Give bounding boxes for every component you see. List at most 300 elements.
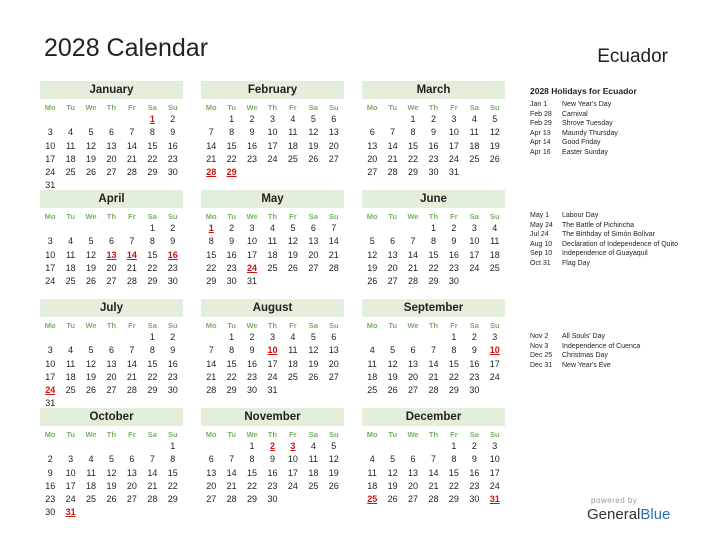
day: 9	[249, 127, 255, 138]
month-header: April	[40, 190, 183, 208]
weekday-label: Su	[328, 430, 339, 439]
weekday-label: Sa	[469, 321, 479, 330]
day: 20	[308, 249, 319, 260]
day: 19	[86, 371, 97, 382]
month-grid	[362, 429, 505, 506]
day: 23	[247, 371, 258, 382]
day: 13	[367, 140, 378, 151]
day: 21	[206, 371, 217, 382]
weekday-label: Th	[106, 321, 117, 330]
holiday-row	[530, 119, 702, 129]
month-header: November	[201, 408, 344, 426]
day: 30	[428, 167, 439, 178]
day: 3	[47, 236, 53, 247]
weekday-label: Sa	[147, 321, 157, 330]
day: 13	[206, 467, 217, 478]
empty-day	[423, 331, 443, 344]
weekday-label: We	[85, 430, 97, 439]
day: 22	[147, 262, 158, 273]
holiday-name: All Souls' Day	[562, 333, 605, 340]
holiday-name: New Year's Eve	[562, 361, 611, 369]
page-title: 2028 Calendar	[44, 34, 209, 62]
holiday-day: 16	[167, 249, 178, 260]
empty-day	[81, 440, 101, 453]
day: 5	[88, 236, 94, 247]
month-september	[362, 299, 505, 397]
day: 15	[206, 249, 217, 260]
empty-day	[101, 440, 121, 453]
day: 29	[428, 276, 439, 287]
day: 15	[428, 249, 439, 260]
day: 16	[226, 249, 237, 260]
month-grid	[201, 429, 344, 506]
day: 12	[489, 127, 500, 138]
day: 24	[469, 262, 480, 273]
day: 10	[45, 249, 56, 260]
day: 1	[170, 441, 176, 451]
month-header: February	[201, 81, 344, 99]
day: 6	[310, 223, 316, 233]
day: 28	[328, 262, 339, 273]
weekday-label: Fr	[289, 212, 297, 221]
empty-day	[81, 222, 101, 235]
day: 28	[126, 276, 137, 287]
month-february	[201, 81, 344, 179]
weekday-label: Tu	[388, 103, 397, 112]
day: 14	[147, 467, 158, 478]
day: 22	[448, 371, 459, 382]
holiday-row	[530, 240, 702, 250]
weekday-label: Tu	[66, 212, 75, 221]
weekday-label: Su	[328, 103, 339, 112]
weekday-label: Mo	[205, 430, 217, 439]
day: 6	[390, 236, 396, 247]
holiday-name: Flag Day	[562, 259, 591, 267]
weekday-label: Sa	[469, 212, 479, 221]
day: 5	[369, 236, 375, 247]
holiday-date: Apr 16	[530, 148, 551, 156]
holiday-day: 1	[149, 114, 155, 124]
day: 15	[167, 467, 178, 478]
day: 16	[469, 467, 480, 478]
month-grid	[201, 320, 344, 397]
day: 25	[469, 153, 480, 164]
day: 28	[206, 385, 217, 396]
day: 27	[206, 494, 217, 505]
day: 15	[448, 358, 459, 369]
day: 26	[308, 371, 319, 382]
holiday-date: Apr 14	[530, 139, 551, 146]
day: 26	[328, 480, 339, 491]
holiday-day: 31	[65, 507, 76, 518]
day: 11	[469, 127, 479, 138]
empty-day	[382, 440, 402, 453]
weekday-label: Tu	[66, 103, 75, 112]
empty-day	[382, 113, 402, 126]
day: 28	[147, 494, 158, 505]
weekday-label: Fr	[128, 212, 136, 221]
month-header: October	[40, 408, 183, 426]
holiday-day: 24	[247, 262, 258, 273]
day: 4	[369, 345, 375, 356]
day: 24	[45, 167, 56, 178]
day: 17	[45, 262, 56, 273]
day: 31	[448, 167, 459, 178]
day: 2	[471, 332, 477, 342]
day: 11	[490, 236, 500, 247]
day: 7	[129, 127, 135, 138]
weekday-label: Tu	[66, 430, 75, 439]
weekday-label: We	[85, 321, 97, 330]
day: 11	[86, 467, 96, 478]
holiday-row	[530, 361, 702, 371]
day: 25	[489, 262, 500, 273]
weekday-label: Fr	[128, 321, 136, 330]
day: 30	[469, 385, 480, 396]
day: 12	[328, 454, 339, 465]
day: 16	[267, 467, 278, 478]
day: 4	[290, 114, 296, 124]
day: 11	[288, 127, 298, 138]
day: 23	[167, 262, 178, 273]
holiday-day: 1	[208, 223, 214, 233]
day: 18	[65, 262, 76, 273]
day: 14	[206, 358, 217, 369]
day: 20	[367, 153, 378, 164]
day: 25	[65, 276, 76, 287]
weekday-label: Fr	[128, 103, 136, 112]
day: 13	[408, 467, 419, 478]
day: 27	[106, 276, 117, 287]
day: 21	[226, 480, 237, 491]
day: 14	[408, 249, 419, 260]
month-grid	[40, 211, 183, 288]
day: 29	[448, 385, 459, 396]
day: 31	[45, 398, 56, 409]
weekday-label: Sa	[147, 103, 157, 112]
day: 10	[469, 236, 480, 247]
day: 5	[331, 441, 337, 451]
weekday-label: Mo	[44, 430, 56, 439]
holiday-date: Oct 31	[530, 259, 551, 267]
day: 18	[65, 371, 76, 382]
weekday-label: Th	[428, 212, 439, 221]
day: 27	[367, 167, 378, 178]
month-header: May	[201, 190, 344, 208]
day: 8	[430, 236, 436, 247]
day: 19	[387, 371, 398, 382]
day: 2	[170, 114, 176, 124]
weekday-label: Su	[489, 212, 500, 221]
empty-day	[60, 222, 80, 235]
day: 6	[129, 454, 135, 465]
day: 3	[269, 332, 275, 342]
holiday-date: Feb 28	[530, 110, 552, 118]
empty-day	[60, 331, 80, 344]
weekday-label: Tu	[227, 321, 236, 330]
day: 8	[451, 345, 457, 356]
day: 12	[106, 467, 117, 478]
holiday-row	[530, 110, 702, 120]
day: 13	[408, 358, 419, 369]
month-grid	[201, 211, 344, 288]
day: 4	[290, 332, 296, 342]
day: 18	[86, 480, 97, 491]
day: 15	[147, 249, 158, 260]
weekday-label: Th	[267, 430, 278, 439]
weekday-label: We	[407, 103, 419, 112]
holiday-row	[530, 148, 702, 158]
day: 2	[471, 441, 477, 451]
day: 4	[68, 236, 74, 247]
empty-day	[101, 113, 121, 126]
day: 2	[249, 114, 255, 124]
weekday-label: Sa	[469, 103, 479, 112]
month-december	[362, 408, 505, 506]
day: 9	[430, 127, 436, 138]
country-name: Ecuador	[597, 46, 668, 67]
weekday-label: Fr	[289, 321, 297, 330]
day: 6	[331, 332, 337, 342]
day: 29	[147, 385, 158, 396]
day: 28	[428, 494, 439, 505]
weekday-label: Mo	[366, 321, 378, 330]
day: 25	[308, 480, 319, 491]
empty-day	[81, 113, 101, 126]
month-april	[40, 190, 183, 288]
day: 7	[229, 454, 235, 465]
day: 13	[328, 345, 339, 356]
holiday-row	[530, 332, 702, 342]
empty-day	[40, 331, 60, 344]
holiday-date: Sep 10	[530, 250, 553, 257]
day: 16	[247, 140, 258, 151]
day: 8	[229, 345, 235, 356]
day: 1	[451, 441, 457, 451]
holiday-day: 25	[367, 494, 378, 505]
month-grid	[40, 102, 183, 193]
day: 2	[430, 114, 436, 124]
day: 19	[489, 140, 500, 151]
day: 12	[308, 127, 319, 138]
holiday-date: Apr 13	[530, 129, 551, 137]
day: 17	[469, 249, 480, 260]
day: 8	[149, 236, 155, 247]
day: 27	[106, 385, 117, 396]
day: 23	[428, 153, 439, 164]
day: 12	[387, 358, 398, 369]
empty-day	[81, 331, 101, 344]
day: 22	[428, 262, 439, 273]
holiday-list-group-3	[530, 332, 702, 370]
day: 23	[448, 262, 459, 273]
day: 20	[328, 140, 339, 151]
day: 23	[167, 153, 178, 164]
day: 7	[430, 454, 436, 465]
month-grid	[40, 320, 183, 411]
day: 1	[149, 332, 155, 342]
day: 19	[86, 262, 97, 273]
day: 9	[471, 454, 477, 465]
day: 30	[469, 494, 480, 505]
holiday-day: 13	[106, 249, 117, 260]
weekday-label: Mo	[44, 321, 56, 330]
day: 22	[206, 262, 217, 273]
weekday-label: Fr	[289, 103, 297, 112]
day: 18	[267, 249, 278, 260]
day: 19	[86, 153, 97, 164]
month-march	[362, 81, 505, 179]
day: 30	[167, 167, 178, 178]
day: 31	[267, 385, 278, 396]
day: 17	[448, 140, 459, 151]
month-header: January	[40, 81, 183, 99]
day: 22	[247, 480, 258, 491]
day: 17	[247, 249, 258, 260]
day: 6	[331, 114, 337, 124]
weekday-label: We	[407, 212, 419, 221]
day: 21	[126, 371, 137, 382]
day: 9	[471, 345, 477, 356]
holiday-name: Labour Day	[562, 212, 599, 219]
day: 9	[269, 454, 275, 465]
day: 20	[126, 480, 137, 491]
holiday-name: Maundy Thursday	[562, 129, 618, 137]
day: 2	[170, 223, 176, 233]
holiday-date: Dec 31	[530, 361, 553, 369]
holiday-day: 24	[45, 385, 56, 396]
day: 29	[226, 385, 237, 396]
weekday-label: Mo	[205, 212, 217, 221]
day: 24	[489, 371, 500, 382]
day: 13	[106, 140, 117, 151]
day: 26	[86, 167, 97, 178]
day: 23	[226, 262, 237, 273]
day: 12	[387, 467, 398, 478]
day: 6	[208, 454, 214, 465]
holiday-date: May 1	[530, 212, 550, 219]
day: 9	[170, 127, 176, 138]
day: 19	[367, 262, 378, 273]
weekday-label: Mo	[366, 212, 378, 221]
month-july	[40, 299, 183, 411]
holiday-list-group-2	[530, 211, 702, 268]
day: 14	[206, 140, 217, 151]
day: 13	[328, 127, 339, 138]
day: 27	[106, 167, 117, 178]
holiday-name: New Year's Day	[562, 101, 612, 108]
holiday-date: Nov 3	[530, 342, 549, 350]
day: 30	[267, 494, 278, 505]
day: 24	[287, 480, 298, 491]
weekday-label: We	[85, 103, 97, 112]
day: 15	[226, 140, 237, 151]
day: 21	[387, 153, 398, 164]
day: 17	[45, 153, 56, 164]
day: 24	[267, 153, 278, 164]
day: 8	[170, 454, 176, 465]
brand-logo[interactable]	[587, 506, 670, 523]
day: 22	[226, 371, 237, 382]
day: 27	[408, 385, 419, 396]
day: 9	[170, 236, 176, 247]
weekday-label: Su	[328, 212, 339, 221]
holiday-day: 31	[489, 494, 500, 505]
day: 3	[47, 127, 53, 138]
weekday-label: Fr	[289, 430, 297, 439]
day: 7	[331, 223, 337, 233]
day: 15	[147, 140, 158, 151]
day: 30	[247, 385, 258, 396]
day: 7	[410, 236, 416, 247]
day: 5	[390, 345, 396, 356]
day: 9	[451, 236, 457, 247]
holiday-day: 28	[206, 167, 217, 178]
day: 6	[108, 236, 114, 247]
empty-day	[60, 113, 80, 126]
day: 4	[88, 454, 94, 465]
day: 31	[247, 276, 258, 287]
day: 25	[65, 167, 76, 178]
month-grid	[40, 429, 183, 520]
day: 14	[126, 358, 137, 369]
weekday-label: Su	[489, 321, 500, 330]
day: 28	[428, 385, 439, 396]
holiday-row	[530, 351, 702, 361]
day: 4	[471, 114, 477, 124]
day: 4	[310, 441, 316, 451]
month-grid	[362, 102, 505, 179]
day: 25	[86, 494, 97, 505]
day: 25	[267, 262, 278, 273]
day: 29	[206, 276, 217, 287]
day: 14	[126, 140, 137, 151]
day: 20	[408, 480, 419, 491]
month-may	[201, 190, 344, 288]
month-october	[40, 408, 183, 520]
powered-by-text: powered by	[591, 496, 638, 505]
day: 21	[428, 480, 439, 491]
day: 21	[126, 153, 137, 164]
day: 8	[229, 127, 235, 138]
day: 5	[290, 223, 296, 233]
day: 31	[45, 180, 56, 191]
weekday-label: Th	[267, 103, 278, 112]
day: 23	[469, 480, 480, 491]
weekday-label: Tu	[388, 321, 397, 330]
day: 1	[410, 114, 416, 124]
day: 9	[249, 345, 255, 356]
day: 20	[206, 480, 217, 491]
day: 19	[387, 480, 398, 491]
day: 4	[492, 223, 498, 233]
day: 25	[287, 153, 298, 164]
day: 28	[408, 276, 419, 287]
day: 23	[267, 480, 278, 491]
holiday-list-title: 2028 Holidays for Ecuador	[530, 86, 637, 96]
brand-blue: Blue	[640, 506, 671, 523]
weekday-label: Sa	[308, 321, 318, 330]
empty-day	[101, 222, 121, 235]
day: 17	[65, 480, 76, 491]
weekday-label: Su	[489, 430, 500, 439]
weekday-label: Fr	[450, 212, 458, 221]
day: 11	[308, 454, 318, 465]
month-header: June	[362, 190, 505, 208]
day: 21	[408, 262, 419, 273]
holiday-date: Nov 2	[530, 333, 549, 340]
day: 5	[310, 332, 316, 342]
